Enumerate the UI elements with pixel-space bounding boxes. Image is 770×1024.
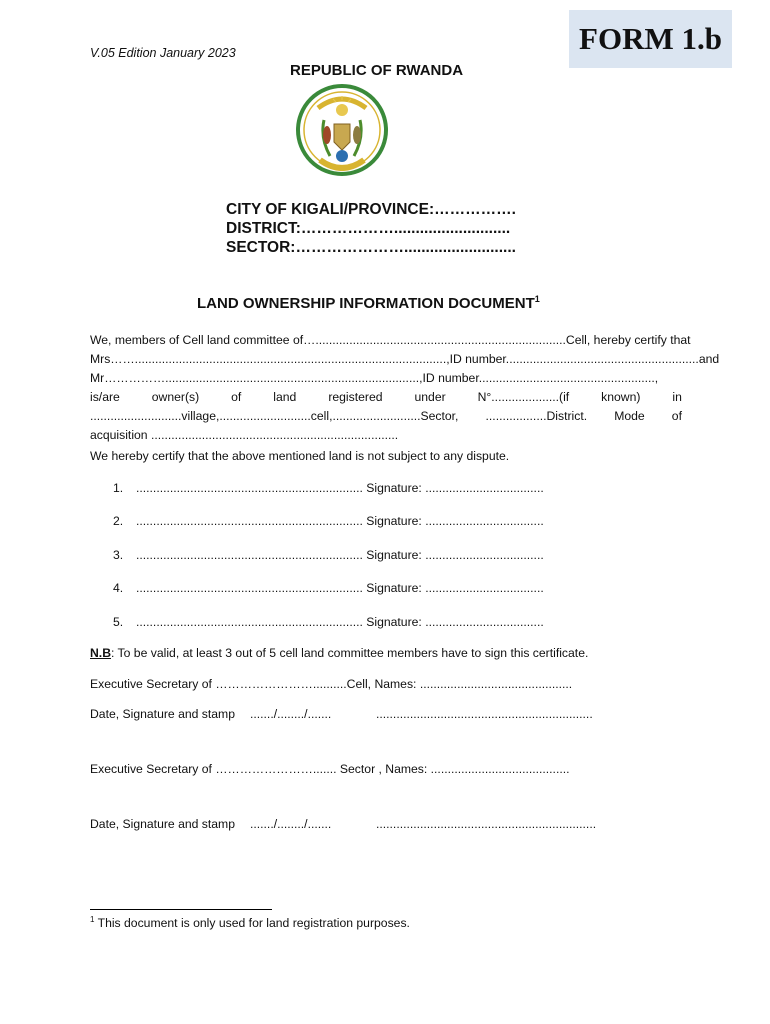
- member-signature-line: ................................................................... Signature: ...................................: [136, 615, 544, 629]
- footnote-divider: [90, 909, 272, 910]
- member-number: 5.: [113, 615, 124, 629]
- member-signature-line: ................................................................... Signature: ...................................: [136, 481, 544, 495]
- certification-line-4: is/are owner(s) of land registered under N°....................(if known) in: [90, 390, 682, 404]
- cell-date-label: Date, Signature and stamp: [90, 707, 235, 721]
- district-field: DISTRICT:………………...........................: [226, 220, 511, 237]
- sector-date-label: Date, Signature and stamp: [90, 817, 235, 831]
- footnote-number: 1: [90, 915, 95, 924]
- certification-line-3: Mr……………...........................................................................,ID number....................................................,: [90, 371, 659, 385]
- no-dispute-statement: We hereby certify that the above mentioned land is not subject to any dispute.: [90, 449, 510, 463]
- cell-secretary-line: Executive Secretary of ……………………..........Cell, Names: .............................................: [90, 677, 573, 691]
- national-seal-icon: [296, 80, 388, 184]
- member-signature-line: ................................................................... Signature: ...................................: [136, 514, 544, 528]
- edition-label: V.05 Edition January 2023: [90, 46, 236, 60]
- city-province-field: CITY OF KIGALI/PROVINCE:…………….: [226, 201, 516, 218]
- certification-line-1: We, members of Cell land committee of …..........................................................................Cell, hereby certify that: [90, 333, 691, 347]
- certification-line-2: Mrs……............................................................................................,ID number.........................................................and: [90, 352, 720, 366]
- member-number: 2.: [113, 514, 124, 528]
- document-title-text: LAND OWNERSHIP INFORMATION DOCUMENT: [197, 295, 535, 312]
- certification-line-5: ...........................village,...........................cell,..........................Sector, ..................District. Mode of: [90, 409, 682, 423]
- member-signature-line: ................................................................... Signature: ...................................: [136, 581, 544, 595]
- footnote: [90, 915, 410, 930]
- certification-paragraph: [90, 331, 720, 445]
- member-number: 4.: [113, 581, 124, 595]
- nb-text: : To be valid, at least 3 out of 5 cell land committee members have to sign this certificate.: [111, 646, 589, 660]
- cell-date-value: ......./......../.......: [250, 707, 332, 721]
- nb-label: N.B: [90, 646, 111, 660]
- sector-signature-line: .................................................................: [376, 817, 597, 831]
- member-number: 3.: [113, 548, 124, 562]
- document-title: [197, 294, 540, 312]
- sector-secretary-line: Executive Secretary of ……………………....... Sector , Names: .........................................: [90, 762, 570, 776]
- sector-field: SECTOR:…………………..........................: [226, 239, 516, 256]
- footnote-text: This document is only used for land registration purposes.: [94, 916, 410, 931]
- form-label: FORM 1.b: [579, 21, 722, 56]
- validity-note: [90, 646, 588, 660]
- country-title: REPUBLIC OF RWANDA: [290, 62, 464, 79]
- certification-line-6: acquisition .........................................................................: [90, 428, 399, 442]
- cell-signature-line: ................................................................: [376, 707, 593, 721]
- footnote-ref: 1: [534, 294, 540, 304]
- member-signature-line: ................................................................... Signature: ...................................: [136, 548, 544, 562]
- form-label-badge: [569, 10, 732, 68]
- sector-date-value: ......./......../.......: [250, 817, 332, 831]
- member-number: 1.: [113, 481, 124, 495]
